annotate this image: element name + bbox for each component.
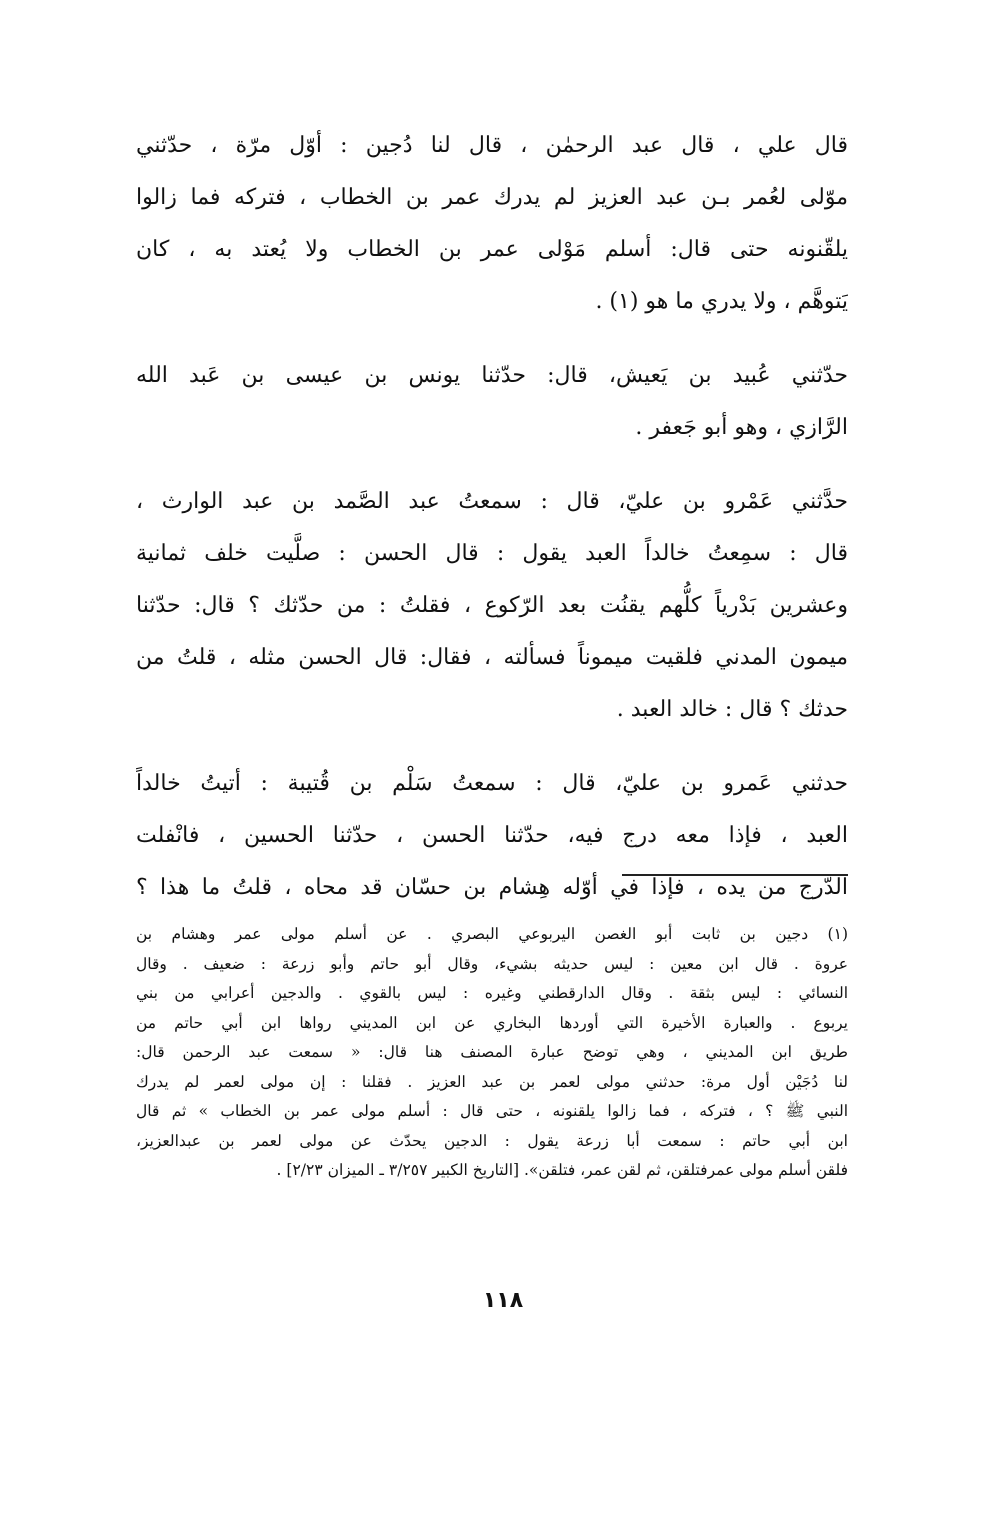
- text-line: حدّثني عُبيد بن يَعيش، قال: حدّثنا يونس بن عيسى بن عَبد الله: [136, 363, 848, 388]
- paragraph-2: [136, 350, 848, 454]
- text-line: قال : سمِعتُ خالداً العبد يقول : قال الحسن : صلَّيت خلف ثمانية: [136, 541, 848, 566]
- text-line: الرَّازي ، وهو أبو جَعفر .: [635, 415, 848, 440]
- text-line: الدّرج من يده ، فإذا في أوّله هِشام بن حسّان قد محاه ، قلتُ ما هذا ؟: [136, 875, 848, 900]
- footnote: [136, 920, 848, 1186]
- footnote-line: يربوع . والعبارة الأخيرة التي أوردها البخاري عن ابن المديني رواها ابن أبي حاتم من: [136, 1013, 848, 1032]
- paragraph-4: [136, 758, 848, 914]
- footnote-line: (١) دجين بن ثابت أبو الغصن اليربوعي البصري . عن أسلم مولى عمر وهشام بن: [136, 925, 848, 943]
- footnote-line: فلقن أسلم مولى عمرفتلقن، ثم لقن عمر، فتلقن». [التاريخ الكبير ٣/٢٥٧ ـ الميزان ٢/٢٣] .: [276, 1161, 848, 1179]
- paragraph-3: [136, 476, 848, 736]
- page-number: ١١٨: [482, 1288, 524, 1313]
- text-line: العبد ، فإذا معه درج فيه، حدّثنا الحسن ، حدّثنا الحسين ، فانْفلت: [136, 823, 848, 848]
- footnote-line: عروة . قال ابن معين : ليس حديثه بشيء، وقال أبو حاتم وأبو زرعة : ضعيف . وقال: [136, 954, 848, 973]
- footnote-line: النبي ﷺ ؟ ، فتركه ، فما زالوا يلقنونه ، حتى قال : أسلم مولى عمر بن الخطاب » ثم قال: [136, 1102, 848, 1120]
- text-line: ميمون المدني فلقيت ميموناً فسألته ، فقال: قال الحسن مثله ، قلتُ من: [136, 645, 848, 670]
- footnote-divider: [622, 874, 848, 876]
- text-line: يلقّنونه حتى قال: أسلم مَوْلى عمر بن الخطاب ولا يُعتد به ، كان: [136, 237, 848, 262]
- main-text: [136, 120, 848, 936]
- footnote-line: لنا دُجَيْن أول مرة: حدثني مولى لعمر بن عبد العزيز . فقلنا : إن مولى لعمر لم يدرك: [136, 1072, 848, 1091]
- text-line: حدثني عَمرو بن عليّ، قال : سمعتُ سَلْم بن قُتيبة : أتيتُ خالداً: [136, 771, 848, 796]
- text-line: وعشرين بَدْرياً كلُّهم يقنُت بعد الرّكوع ، فقلتُ : من حدّثك ؟ قال: حدّثنا: [136, 593, 848, 618]
- text-line: قال علي ، قال عبد الرحمٰن ، قال لنا دُجين : أوّل مرّة ، حدّثني: [136, 133, 848, 158]
- text-line: حدَّثني عَمْرو بن عليّ، قال : سمعتُ عبد الصَّمد بن عبد الوارث ،: [136, 489, 848, 514]
- footnote-line: النسائي : ليس بثقة . وقال الدارقطني وغيره : ليس بالقوي . والدجين أعرابي من بني: [136, 984, 848, 1002]
- paragraph-1: [136, 120, 848, 328]
- text-line: حدثك ؟ قال : خالد العبد .: [616, 697, 848, 722]
- footnote-line: ابن أبي حاتم : سمعت أبا زرعة يقول : الدجين يحدّث عن مولى لعمر بن عبدالعزيز،: [136, 1131, 848, 1150]
- text-line: يَتوهَّم ، ولا يدري ما هو (١) .: [595, 289, 848, 314]
- text-line: موّلى لعُمر بـن عبد العزيز لم يدرك عمر بن الخطاب ، فتركه فما زالوا: [136, 185, 848, 210]
- footnote-line: طريق ابن المديني ، وهي توضح عبارة المصنف هنا قال: « سمعت عبد الرحمن قال:: [136, 1043, 848, 1061]
